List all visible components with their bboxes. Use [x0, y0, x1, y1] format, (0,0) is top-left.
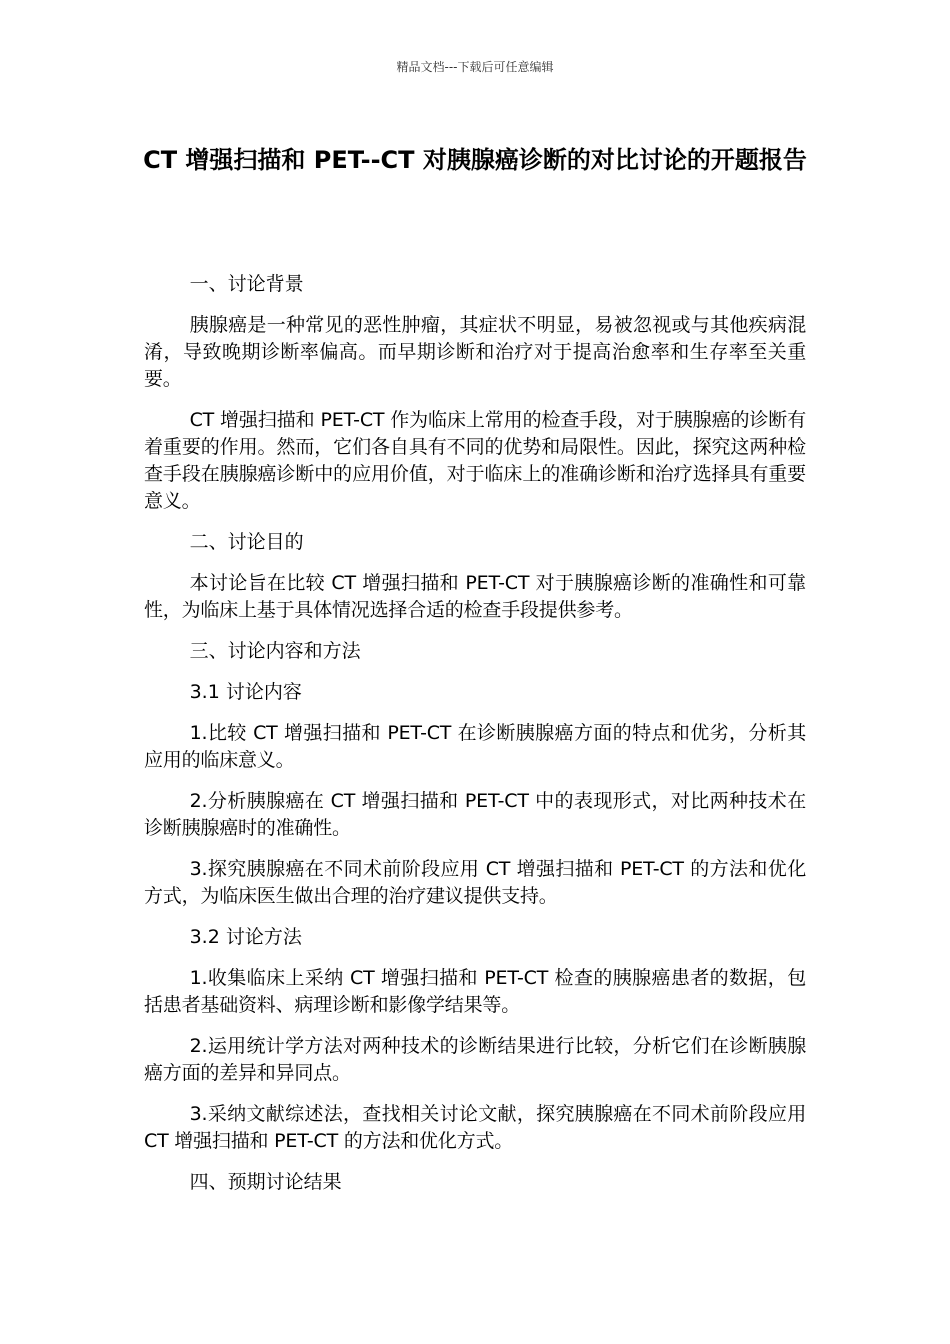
paragraph-content-2: 2.分析胰腺癌在 CT 增强扫描和 PET-CT 中的表现形式，对比两种技术在诊断胰腺癌时的准确性。 — [144, 790, 806, 839]
section-heading-purpose: 二、讨论目的 — [189, 531, 304, 553]
header-note: 精品文档---下载后可任意编辑 — [396, 60, 554, 74]
paragraph-content-3: 3.探究胰腺癌在不同术前阶段应用 CT 增强扫描和 PET-CT 的方法和优化方式，为临床医生做出合理的治疗建议提供支持。 — [144, 858, 806, 907]
section-heading-background: 一、讨论背景 — [189, 273, 304, 295]
paragraph-background-1: 胰腺癌是一种常见的恶性肿瘤，其症状不明显，易被忽视或与其他疾病混淆，导致晚期诊断率偏高。而早期诊断和治疗对于提高治愈率和生存率至关重要。 — [144, 314, 806, 390]
subsection-heading-content: 3.1 讨论内容 — [189, 681, 302, 703]
document-title: CT 增强扫描和 PET--CT 对胰腺癌诊断的对比讨论的开题报告 — [143, 146, 807, 174]
section-heading-expected-results: 四、预期讨论结果 — [189, 1171, 342, 1193]
section-heading-content-methods: 三、讨论内容和方法 — [189, 640, 361, 662]
paragraph-methods-2: 2.运用统计学方法对两种技术的诊断结果进行比较，分析它们在诊断胰腺癌方面的差异和异同点。 — [144, 1035, 806, 1084]
paragraph-methods-1: 1.收集临床上采纳 CT 增强扫描和 PET-CT 检查的胰腺癌患者的数据，包括患者基础资料、病理诊断和影像学结果等。 — [144, 967, 806, 1016]
paragraph-content-1: 1.比较 CT 增强扫描和 PET-CT 在诊断胰腺癌方面的特点和优劣，分析其应用的临床意义。 — [144, 722, 806, 771]
paragraph-purpose-1: 本讨论旨在比较 CT 增强扫描和 PET-CT 对于胰腺癌诊断的准确性和可靠性，为临床上基于具体情况选择合适的检查手段提供参考。 — [144, 572, 806, 621]
paragraph-methods-3: 3.采纳文献综述法，查找相关讨论文献，探究胰腺癌在不同术前阶段应用 CT 增强扫描和 PET-CT 的方法和优化方式。 — [144, 1103, 806, 1152]
paragraph-background-2: CT 增强扫描和 PET-CT 作为临床上常用的检查手段，对于胰腺癌的诊断有着重要的作用。然而，它们各自具有不同的优势和局限性。因此，探究这两种检查手段在胰腺癌诊断中的应用价值，对于临床上的准确诊断和治疗选择具有重要意义。 — [144, 409, 806, 512]
subsection-heading-methods: 3.2 讨论方法 — [189, 926, 302, 948]
document-body — [144, 271, 806, 1210]
